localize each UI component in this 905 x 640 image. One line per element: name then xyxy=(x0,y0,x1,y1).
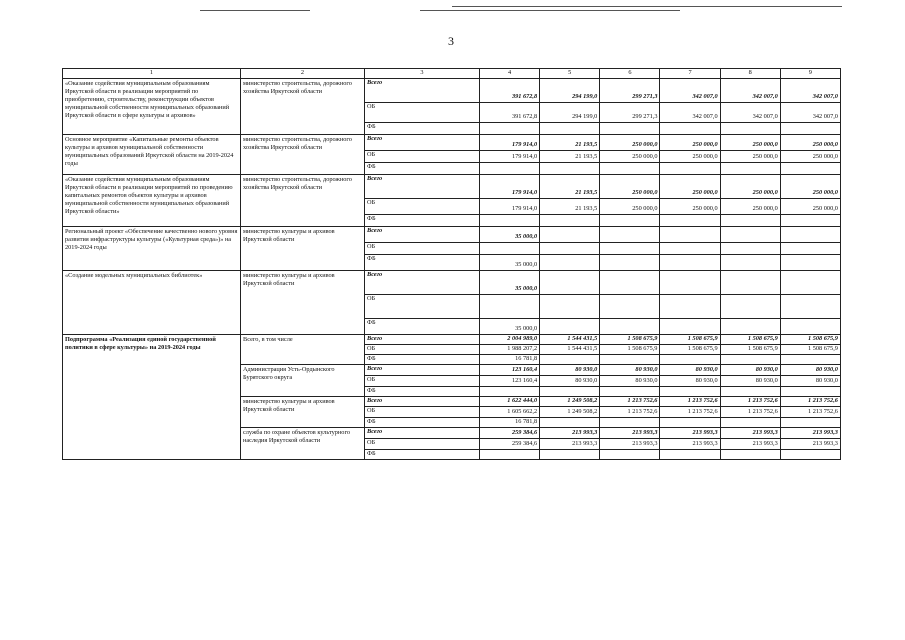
value-cell: 213 993,3 xyxy=(540,428,600,439)
value-cell: 123 160,4 xyxy=(480,365,540,376)
value-cell: 1 508 675,9 xyxy=(780,335,840,345)
value-cell: 250 000,0 xyxy=(660,151,720,163)
value-cell: 250 000,0 xyxy=(660,175,720,199)
value-cell: 213 993,3 xyxy=(600,439,660,450)
value-cell: 250 000,0 xyxy=(720,199,780,215)
value-cell: 250 000,0 xyxy=(720,175,780,199)
measure-description: Основное мероприятие «Капитальные ремонты объектов культуры и архивов муниципальной собственности муниципальных образований Иркутской области на 2019-2024 годы xyxy=(63,135,241,175)
value-cell: 259 384,6 xyxy=(480,439,540,450)
executor-cell: министерство строительства, дорожного хозяйства Иркутской области xyxy=(241,135,365,175)
value-cell: 294 199,0 xyxy=(540,79,600,103)
value-cell: 342 007,0 xyxy=(720,79,780,103)
funding-source-label: ОБ xyxy=(365,407,480,418)
funding-source-label: Всего xyxy=(365,175,480,199)
value-cell: 80 930,0 xyxy=(720,376,780,387)
value-cell xyxy=(600,295,660,319)
header-row xyxy=(63,69,841,79)
value-cell xyxy=(660,255,720,271)
executor-cell: Администрация Усть-Ордынского Бурятского округа xyxy=(241,365,365,397)
value-cell xyxy=(480,450,540,460)
value-cell: 179 914,0 xyxy=(480,199,540,215)
scan-artifact-line xyxy=(420,10,680,11)
value-cell xyxy=(600,387,660,397)
value-cell: 35 000,0 xyxy=(480,319,540,335)
page-number: 3 xyxy=(448,34,454,48)
value-cell xyxy=(540,227,600,243)
value-cell: 1 213 752,6 xyxy=(600,407,660,418)
value-cell: 80 930,0 xyxy=(660,365,720,376)
value-cell: 35 000,0 xyxy=(480,255,540,271)
scan-artifact-line xyxy=(200,10,310,11)
value-cell: 80 930,0 xyxy=(540,376,600,387)
value-cell xyxy=(540,123,600,135)
budget-table xyxy=(62,68,841,460)
value-cell xyxy=(540,418,600,428)
value-cell xyxy=(780,215,840,227)
value-cell: 80 930,0 xyxy=(780,376,840,387)
value-cell xyxy=(480,387,540,397)
value-cell xyxy=(780,355,840,365)
header-cell: 3 xyxy=(365,69,480,79)
value-cell xyxy=(660,355,720,365)
value-cell xyxy=(720,355,780,365)
value-cell: 1 213 752,6 xyxy=(600,397,660,407)
value-cell: 342 007,0 xyxy=(660,79,720,103)
executor-cell: министерство строительства, дорожного хозяйства Иркутской области xyxy=(241,79,365,135)
funding-source-label: ФБ xyxy=(365,355,480,365)
value-cell: 80 930,0 xyxy=(720,365,780,376)
scan-artifact-line xyxy=(452,6,842,7)
table-row xyxy=(63,175,841,199)
value-cell: 250 000,0 xyxy=(600,199,660,215)
value-cell: 35 000,0 xyxy=(480,271,540,295)
value-cell xyxy=(660,123,720,135)
value-cell xyxy=(540,295,600,319)
value-cell: 250 000,0 xyxy=(780,175,840,199)
value-cell: 250 000,0 xyxy=(600,151,660,163)
value-cell: 16 781,8 xyxy=(480,418,540,428)
funding-source-label: Всего xyxy=(365,397,480,407)
funding-source-label: ФБ xyxy=(365,255,480,271)
value-cell xyxy=(660,319,720,335)
funding-source-label: Всего xyxy=(365,365,480,376)
header-cell: 7 xyxy=(660,69,720,79)
value-cell xyxy=(720,163,780,175)
value-cell xyxy=(600,355,660,365)
funding-source-label: ОБ xyxy=(365,199,480,215)
value-cell xyxy=(720,387,780,397)
value-cell: 80 930,0 xyxy=(600,376,660,387)
value-cell xyxy=(660,271,720,295)
value-cell xyxy=(660,450,720,460)
value-cell: 250 000,0 xyxy=(660,135,720,151)
table-row xyxy=(63,227,841,243)
value-cell: 1 249 508,2 xyxy=(540,397,600,407)
funding-source-label: ОБ xyxy=(365,103,480,123)
value-cell xyxy=(780,163,840,175)
value-cell xyxy=(480,215,540,227)
funding-source-label: ФБ xyxy=(365,450,480,460)
value-cell: 1 988 207,2 xyxy=(480,345,540,355)
value-cell xyxy=(600,450,660,460)
value-cell: 1 213 752,6 xyxy=(660,407,720,418)
value-cell xyxy=(780,227,840,243)
funding-source-label: Всего xyxy=(365,271,480,295)
value-cell: 80 930,0 xyxy=(600,365,660,376)
measure-description: Региональный проект «Обеспечение качественно нового уровня развития инфраструктуры культуры («Культурная среда»)» на 2019-2024 годы xyxy=(63,227,241,271)
value-cell: 213 993,3 xyxy=(720,439,780,450)
value-cell: 1 508 675,9 xyxy=(720,335,780,345)
funding-source-label: ОБ xyxy=(365,439,480,450)
value-cell: 213 993,3 xyxy=(780,428,840,439)
value-cell xyxy=(540,355,600,365)
value-cell: 16 781,8 xyxy=(480,355,540,365)
funding-source-label: ОБ xyxy=(365,243,480,255)
header-cell: 2 xyxy=(241,69,365,79)
value-cell xyxy=(720,215,780,227)
value-cell: 1 508 675,9 xyxy=(600,345,660,355)
value-cell xyxy=(720,123,780,135)
value-cell xyxy=(600,227,660,243)
value-cell xyxy=(600,163,660,175)
funding-source-label: ФБ xyxy=(365,319,480,335)
value-cell: 1 622 444,0 xyxy=(480,397,540,407)
value-cell: 213 993,3 xyxy=(660,428,720,439)
value-cell xyxy=(720,295,780,319)
table-row xyxy=(63,271,841,295)
value-cell xyxy=(540,255,600,271)
value-cell xyxy=(780,295,840,319)
value-cell xyxy=(780,387,840,397)
value-cell: 213 993,3 xyxy=(600,428,660,439)
measure-description: «Создание модельных муниципальных библиотек» xyxy=(63,271,241,335)
table-row xyxy=(63,335,841,345)
value-cell: 21 193,5 xyxy=(540,151,600,163)
value-cell xyxy=(780,255,840,271)
header-cell: 8 xyxy=(720,69,780,79)
funding-source-label: ФБ xyxy=(365,387,480,397)
value-cell: 1 508 675,9 xyxy=(660,345,720,355)
value-cell: 179 914,0 xyxy=(480,151,540,163)
value-cell xyxy=(540,387,600,397)
value-cell: 179 914,0 xyxy=(480,175,540,199)
value-cell xyxy=(540,163,600,175)
value-cell: 80 930,0 xyxy=(540,365,600,376)
value-cell: 80 930,0 xyxy=(660,376,720,387)
value-cell: 299 271,3 xyxy=(600,103,660,123)
value-cell xyxy=(720,227,780,243)
value-cell xyxy=(780,243,840,255)
value-cell xyxy=(600,215,660,227)
value-cell xyxy=(780,271,840,295)
value-cell xyxy=(660,227,720,243)
executor-cell: министерство культуры и архивов Иркутской области xyxy=(241,397,365,428)
value-cell: 250 000,0 xyxy=(660,199,720,215)
value-cell: 1 508 675,9 xyxy=(780,345,840,355)
value-cell xyxy=(600,243,660,255)
value-cell: 1 508 675,9 xyxy=(600,335,660,345)
value-cell xyxy=(600,123,660,135)
funding-source-label: ОБ xyxy=(365,345,480,355)
funding-source-label: Всего xyxy=(365,135,480,151)
value-cell xyxy=(480,123,540,135)
value-cell xyxy=(660,418,720,428)
value-cell xyxy=(540,215,600,227)
value-cell xyxy=(540,271,600,295)
value-cell xyxy=(480,163,540,175)
value-cell: 391 672,8 xyxy=(480,79,540,103)
measure-description: «Оказание содействия муниципальным образованиям Иркутской области в реализации мероприятий по приобретению, строительству, реконструкции объектов муниципальной собственности муниципальных образований Иркутской области в сфере культуры и архивов» xyxy=(63,79,241,135)
executor-cell: министерство культуры и архивов Иркутской области xyxy=(241,227,365,271)
value-cell: 213 993,3 xyxy=(540,439,600,450)
measure-description: Подпрограмма «Реализация единой государственной политики в сфере культуры» на 2019-2024 годы xyxy=(63,335,241,460)
header-cell: 6 xyxy=(600,69,660,79)
value-cell: 179 914,0 xyxy=(480,135,540,151)
value-cell: 250 000,0 xyxy=(780,135,840,151)
value-cell: 123 160,4 xyxy=(480,376,540,387)
executor-cell: служба по охране объектов культурного наследия Иркутской области xyxy=(241,428,365,460)
value-cell: 342 007,0 xyxy=(780,103,840,123)
funding-source-label: Всего xyxy=(365,79,480,103)
funding-source-label: ФБ xyxy=(365,215,480,227)
value-cell xyxy=(480,295,540,319)
value-cell xyxy=(660,215,720,227)
value-cell: 250 000,0 xyxy=(780,199,840,215)
value-cell: 1 508 675,9 xyxy=(660,335,720,345)
value-cell: 1 544 431,5 xyxy=(540,335,600,345)
value-cell: 342 007,0 xyxy=(720,103,780,123)
value-cell xyxy=(780,418,840,428)
value-cell: 1 605 662,2 xyxy=(480,407,540,418)
value-cell: 294 199,0 xyxy=(540,103,600,123)
header-cell: 9 xyxy=(780,69,840,79)
table-row xyxy=(63,79,841,103)
value-cell xyxy=(600,271,660,295)
funding-source-label: Всего xyxy=(365,335,480,345)
value-cell xyxy=(780,123,840,135)
table-row xyxy=(63,135,841,151)
measure-description: «Оказание содействия муниципальным образованиям Иркутской области в реализации мероприятий по проведению капитальных ремонтов объектов культуры и архивов муниципальной собственности муниципальных образований Иркутской области» xyxy=(63,175,241,227)
value-cell: 250 000,0 xyxy=(600,135,660,151)
value-cell: 1 508 675,9 xyxy=(720,345,780,355)
value-cell: 250 000,0 xyxy=(720,151,780,163)
value-cell: 1 213 752,6 xyxy=(660,397,720,407)
funding-source-label: ФБ xyxy=(365,123,480,135)
executor-cell: министерство строительства, дорожного хозяйства Иркутской области xyxy=(241,175,365,227)
value-cell xyxy=(600,319,660,335)
value-cell: 299 271,3 xyxy=(600,79,660,103)
funding-source-label: ОБ xyxy=(365,295,480,319)
value-cell xyxy=(720,319,780,335)
value-cell xyxy=(540,243,600,255)
value-cell: 1 213 752,6 xyxy=(780,407,840,418)
funding-source-label: ОБ xyxy=(365,376,480,387)
value-cell xyxy=(720,271,780,295)
value-cell xyxy=(720,418,780,428)
header-cell: 5 xyxy=(540,69,600,79)
value-cell: 250 000,0 xyxy=(780,151,840,163)
value-cell xyxy=(540,450,600,460)
value-cell xyxy=(660,295,720,319)
value-cell: 213 993,3 xyxy=(780,439,840,450)
value-cell xyxy=(720,450,780,460)
value-cell xyxy=(540,319,600,335)
value-cell: 213 993,3 xyxy=(720,428,780,439)
funding-source-label: Всего xyxy=(365,227,480,243)
value-cell: 391 672,8 xyxy=(480,103,540,123)
value-cell xyxy=(780,450,840,460)
value-cell: 2 004 989,0 xyxy=(480,335,540,345)
funding-source-label: Всего xyxy=(365,428,480,439)
value-cell: 1 544 431,5 xyxy=(540,345,600,355)
value-cell: 80 930,0 xyxy=(780,365,840,376)
value-cell: 21 193,5 xyxy=(540,135,600,151)
value-cell xyxy=(660,387,720,397)
executor-cell: Всего, в том числе xyxy=(241,335,365,365)
value-cell: 21 193,5 xyxy=(540,199,600,215)
value-cell: 35 000,0 xyxy=(480,227,540,243)
value-cell xyxy=(660,163,720,175)
funding-source-label: ФБ xyxy=(365,418,480,428)
value-cell xyxy=(720,243,780,255)
value-cell xyxy=(660,243,720,255)
value-cell xyxy=(600,255,660,271)
value-cell: 342 007,0 xyxy=(660,103,720,123)
header-cell: 1 xyxy=(63,69,241,79)
value-cell xyxy=(720,255,780,271)
value-cell: 1 213 752,6 xyxy=(720,407,780,418)
executor-cell: министерство культуры и архивов Иркутской области xyxy=(241,271,365,335)
value-cell xyxy=(780,319,840,335)
funding-source-label: ОБ xyxy=(365,151,480,163)
header-cell: 4 xyxy=(480,69,540,79)
value-cell: 342 007,0 xyxy=(780,79,840,103)
value-cell: 250 000,0 xyxy=(600,175,660,199)
value-cell: 21 193,5 xyxy=(540,175,600,199)
funding-source-label: ФБ xyxy=(365,163,480,175)
value-cell: 1 213 752,6 xyxy=(720,397,780,407)
value-cell xyxy=(600,418,660,428)
value-cell: 1 249 508,2 xyxy=(540,407,600,418)
value-cell: 259 384,6 xyxy=(480,428,540,439)
value-cell: 1 213 752,6 xyxy=(780,397,840,407)
value-cell: 250 000,0 xyxy=(720,135,780,151)
value-cell xyxy=(480,243,540,255)
value-cell: 213 993,3 xyxy=(660,439,720,450)
